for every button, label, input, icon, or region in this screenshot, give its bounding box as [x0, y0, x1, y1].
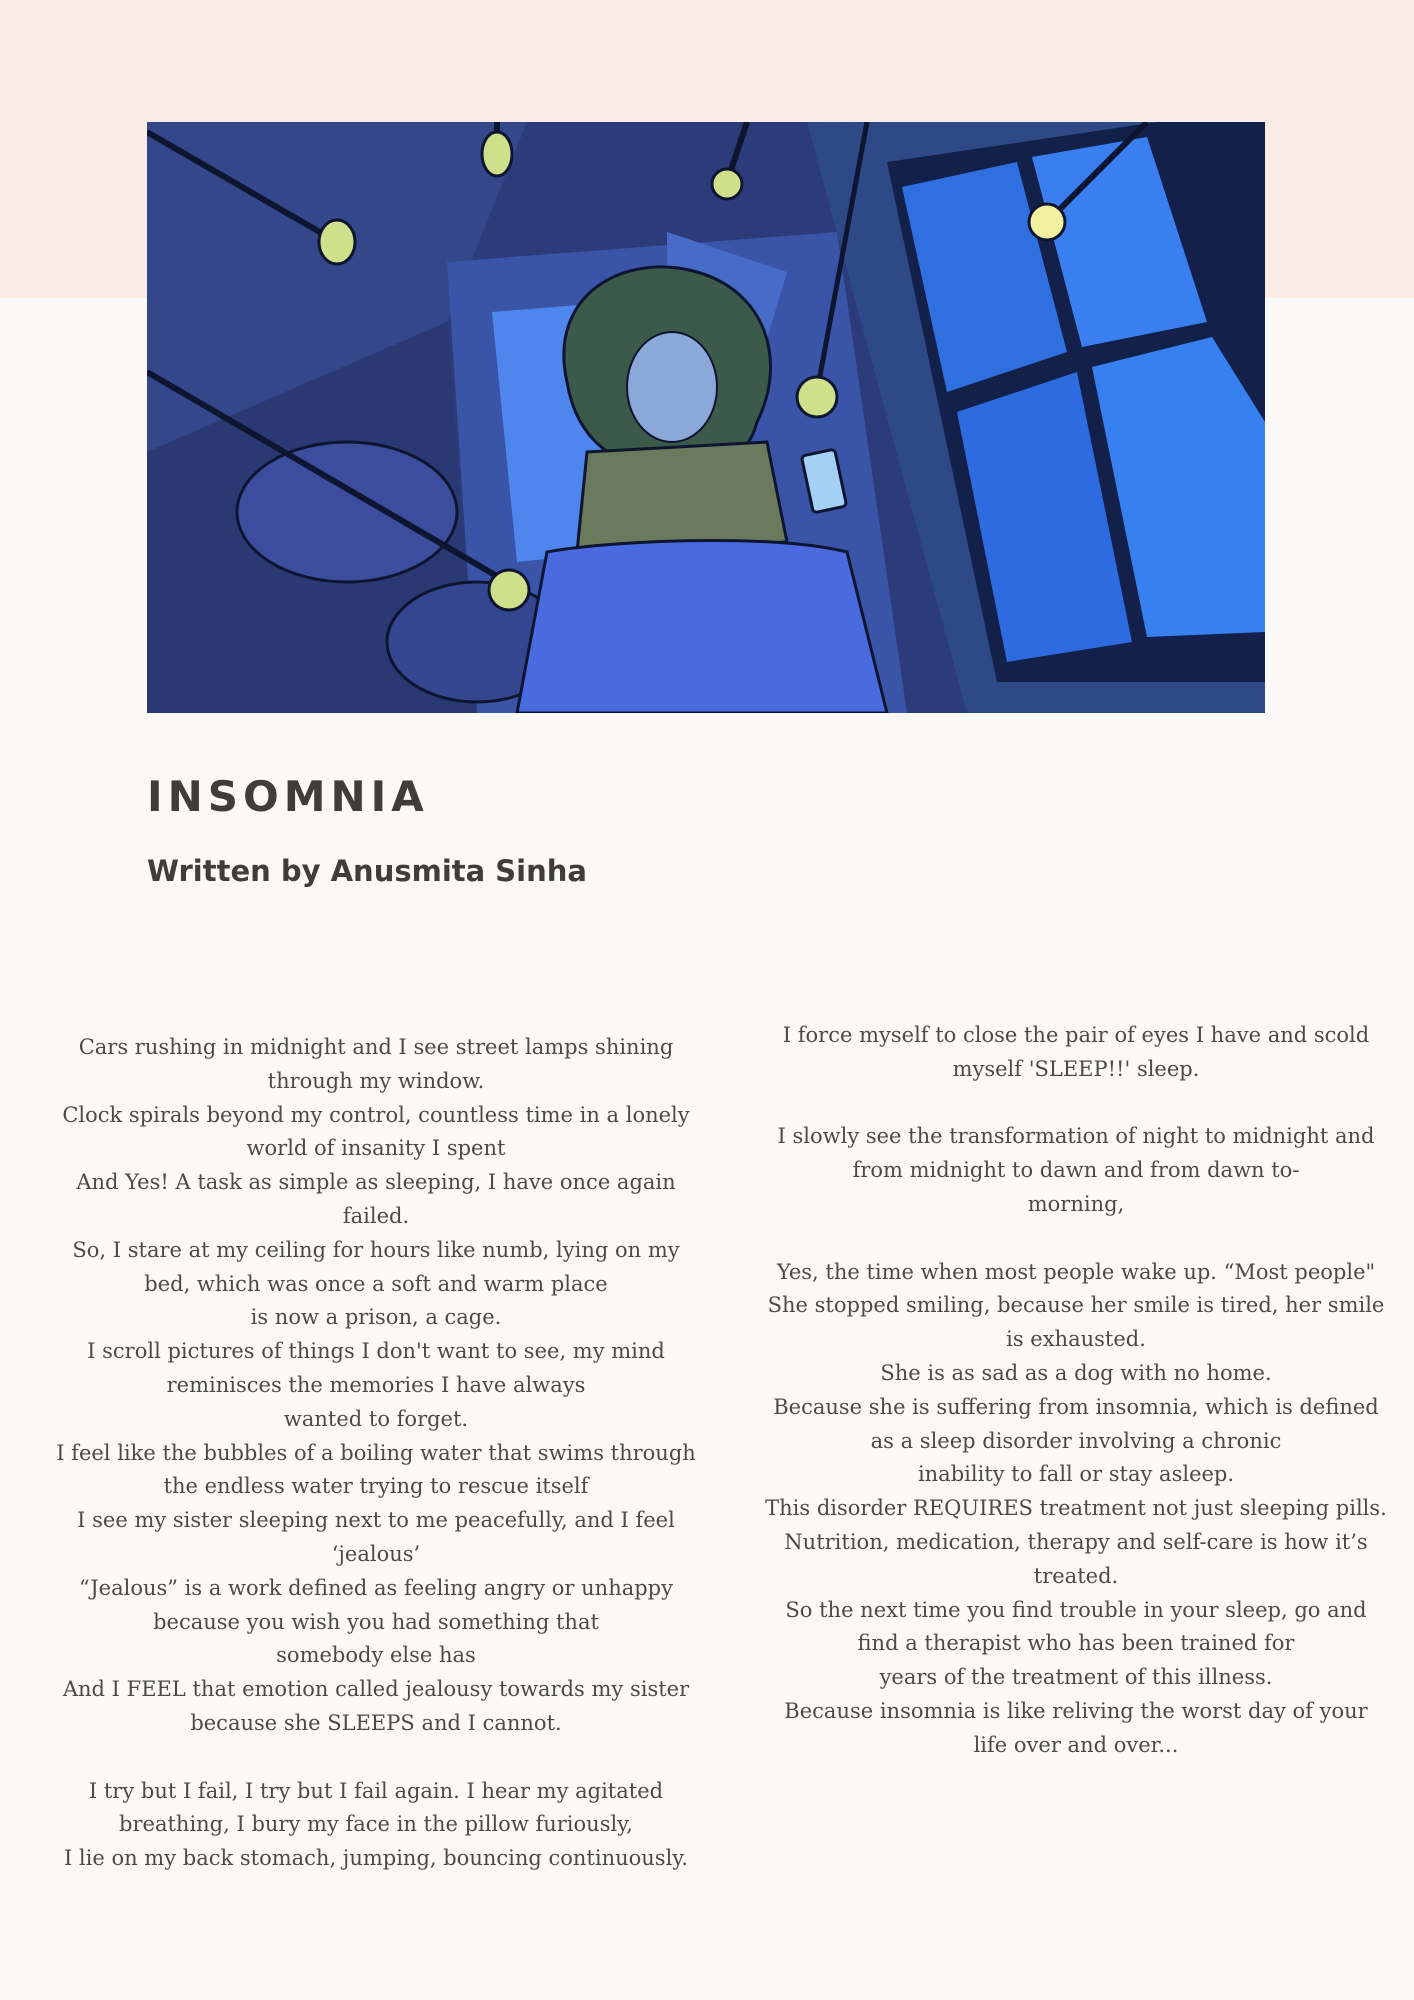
stanza-gap [752, 1087, 1400, 1121]
girl-awake-in-bed-illustration [147, 122, 1265, 713]
poem-stanza: So the next time you find trouble in your sleep, go and find a therapist who has been trained for years of the treatment of this illness. [785, 1597, 1367, 1690]
poem-stanza: I slowly see the transformation of night to midnight and from midnight to dawn and from dawn to- morning, [777, 1124, 1375, 1216]
stanza-gap [38, 1741, 714, 1775]
poem-stanza: Yes, the time when most people wake up. “Most people" [776, 1259, 1376, 1284]
poem-stanza: Clock spirals beyond my control, countless time in a lonely world of insanity I spent [62, 1102, 690, 1161]
poem-stanza: This disorder REQUIRES treatment not just sleeping pills. [765, 1496, 1387, 1521]
poem-stanza: She stopped smiling, because her smile is tired, her smile is exhausted. [767, 1293, 1385, 1352]
poem-stanza: I see my sister sleeping next to me peacefully, and I feel ‘jealous’ [77, 1508, 675, 1566]
poem-stanza: Nutrition, medication, therapy and self-care is how it’s treated. [784, 1529, 1368, 1588]
poem-title: INSOMNIA [147, 772, 429, 821]
poem-stanza: I scroll pictures of things I don't want to see, my mind reminisces the memories I have always wanted to forget. [87, 1339, 665, 1431]
stanza-gap [752, 1222, 1400, 1256]
poem-stanza: And Yes! A task as simple as sleeping, I have once again failed. [76, 1170, 676, 1228]
author-byline: Written by Anusmita Sinha [147, 854, 587, 888]
poem-stanza: She is as sad as a dog with no home. [880, 1360, 1272, 1385]
poem-stanza: So, I stare at my ceiling for hours like numb, lying on my bed, which was once a soft and warm place is now a prison, a cage. [72, 1237, 680, 1330]
poem-stanza: I feel like the bubbles of a boiling water that swims through the endless water trying to rescue itself [56, 1440, 696, 1499]
poem-stanza: “Jealous” is a work defined as feeling angry or unhappy because you wish you had something that somebody else has [79, 1575, 673, 1668]
poem-stanza: Because insomnia is like reliving the worst day of your life over and over... [784, 1698, 1368, 1757]
poem-stanza: Cars rushing in midnight and I see street lamps shining through my window. [78, 1035, 674, 1093]
poem-stanza: Because she is suffering from insomnia, which is defined as a sleep disorder involving a chronic inability to fall or stay asleep. [773, 1394, 1379, 1487]
poem-stanza: I force myself to close the pair of eyes I have and scold myself 'SLEEP!!' sleep. [782, 1023, 1370, 1081]
poem-right-column [752, 1019, 1400, 1763]
poem-left-column [38, 1031, 714, 1876]
poem-stanza: And I FEEL that emotion called jealousy towards my sister because she SLEEPS and I cannot. [62, 1677, 690, 1735]
poem-stanza: I try but I fail, I try but I fail again. I hear my agitated breathing, I bury my face in the pillow furiously, I lie on my back stomach, jumping, bouncing continuously. [63, 1778, 689, 1871]
